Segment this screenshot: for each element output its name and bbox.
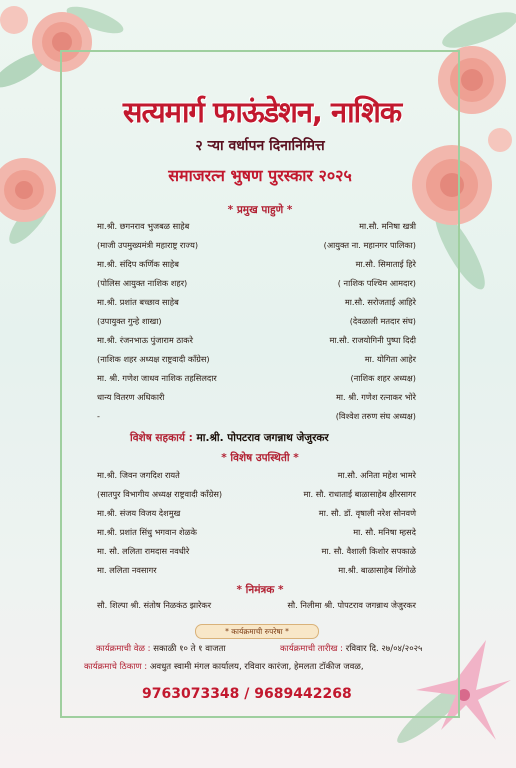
guest-right: मा.सौ. मनिषा खत्री (359, 221, 416, 231)
guest-left: मा.श्री. प्रशांत बच्छाव साहेब (97, 297, 179, 307)
program-time-value: सकाळी १० ते १ वाजता (153, 644, 226, 654)
special-presence-heading: * विशेष उपस्थिती * (221, 452, 299, 464)
program-date-label: कार्यक्रमाची तारीख : (280, 644, 344, 654)
chief-guests-heading: * प्रमुख पाहुणे * (227, 204, 293, 216)
program-venue-label: कार्यक्रमाचे ठिकाण : (84, 662, 148, 672)
presence-left: मा.श्री. जिवन जगदिश रायते (97, 470, 180, 480)
guest-left: (उपायुक्त गुन्हे शाखा) (97, 316, 162, 326)
organizer-right: सौ. निलीमा श्री. पोपटराव जगन्नाथ जेजुरकर (287, 600, 416, 610)
guest-left: मा.श्री. रंजनभाऊ पुंजाराम ठाकरे (97, 335, 193, 345)
guest-left: (पोलिस आयुक्त नाशिक शहर) (97, 278, 188, 288)
guest-right: मा.सौ. सिमाताई हिरे (355, 259, 416, 269)
program-outline-badge: * कार्यक्रमाची रुपरेषा * (195, 624, 319, 639)
guest-left: मा.श्री. छगनराव भुजबळ साहेब (97, 221, 190, 231)
program-venue-value: अवधुत स्वामी मंगल कार्यालय, रविवार कारंजा, हेमलता टॉकीज जवळ, (149, 662, 364, 672)
special-collaboration (130, 431, 450, 445)
presence-left: मा.श्री. प्रशांत सिंधु भगवान शेळके (97, 527, 197, 537)
guest-left: मा.श्री. संदिप कर्णिक साहेब (97, 259, 179, 269)
presence-left: मा. सौ. ललिता रामदास नवधीरे (97, 546, 190, 556)
organizer-left: सौ. शिल्पा श्री. संतोष निळकंठ झारेकर (97, 600, 212, 610)
presence-left: मा. ललिता नवसागर (97, 565, 157, 575)
guest-right: (विश्वेश तरुण संघ अध्यक्ष) (335, 411, 416, 421)
presence-left: मा.श्री. संजय विजय देशमुख (97, 508, 181, 518)
presence-right: मा. सौ. वैशाली किशोर सपकाळे (321, 546, 416, 556)
presence-right: मा. सौ. राधाताई बाळासाहेब क्षीरसागर (303, 489, 416, 499)
special-collaboration-label: विशेष सहकार्य : (130, 432, 193, 444)
award-title: समाजरत्न भुषण पुरस्कार २०२५ (168, 166, 352, 185)
special-collaboration-value: मा.श्री. पोपटराव जगन्नाथ जेजुरकर (196, 432, 329, 444)
guest-right: मा.सौ. सरोजताई आहिरे (344, 297, 416, 307)
program-date (280, 643, 422, 654)
presence-left: (सातपुर विभागीय अध्यक्ष राष्ट्रवादी कॉंग्रेस) (97, 489, 223, 499)
guest-left: मा. श्री. गणेश जाधव नाशिक तहसिलदार (97, 373, 217, 383)
guest-left: धान्य वितरण अधिकारी (97, 392, 165, 402)
guest-right: ( नाशिक पश्चिम आमदार) (337, 278, 416, 288)
program-time (96, 643, 226, 654)
presence-right: मा.सौ. अनिता महेश भामरे (337, 470, 416, 480)
guest-right: मा.सौ. राजयोगिनी पुष्पा दिदी (329, 335, 416, 345)
foundation-title: सत्यमार्ग फाऊंडेशन, नाशिक (122, 95, 402, 129)
presence-right: मा. सौ. मनिषा म्हसदे (353, 527, 416, 537)
program-date-value: रविवार दि. २७/०४/२०२५ (345, 644, 423, 654)
program-time-label: कार्यक्रमाची वेळ : (96, 644, 151, 654)
contact-phones[interactable]: 9763073348 / 9689442268 (142, 686, 352, 702)
presence-right: मा. सौ. डॉ. वृषाली नरेश सोनवणे (318, 508, 416, 518)
program-venue (84, 661, 364, 672)
guest-left: (माजी उपमुख्यमंत्री महाराष्ट्र राज्य) (97, 240, 199, 250)
guest-left: - (97, 411, 100, 421)
presence-right: मा.श्री. बाळासाहेब शिंगोळे (338, 565, 416, 575)
organizers-heading: * निमंत्रक * (236, 584, 284, 596)
guest-right: (देवळाली मतदार संघ) (349, 316, 416, 326)
anniversary-subtitle: २ ऱ्या वर्धापन दिनानिमित्त (195, 138, 325, 154)
guest-right: मा. योगिता आहेर (364, 354, 416, 364)
guest-left: (नाशिक शहर अध्यक्ष राष्ट्रवादी कॉंग्रेस) (97, 354, 210, 364)
guest-right: (नाशिक शहर अध्यक्ष) (350, 373, 416, 383)
guest-right: (आयुक्त ना. महानगर पालिका) (323, 240, 416, 250)
guest-right: मा. श्री. गणेश रत्नाकर भोरे (335, 392, 416, 402)
